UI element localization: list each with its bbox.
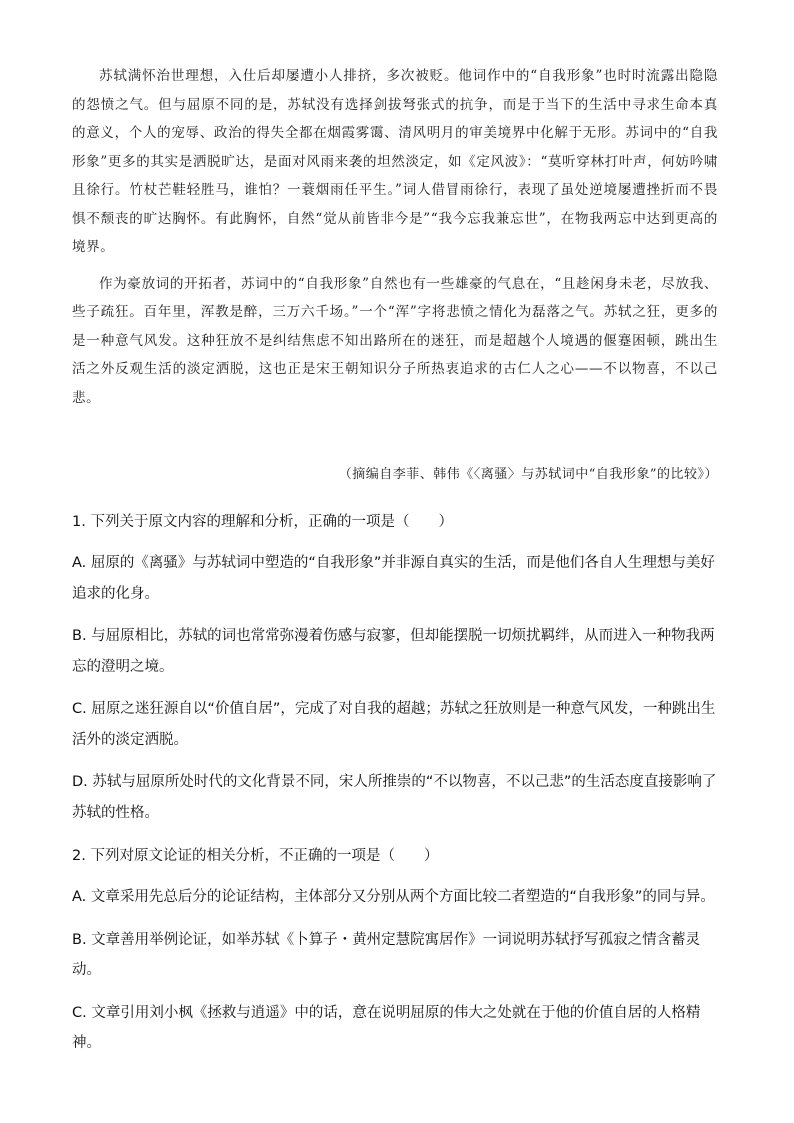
option-b: B. 与屈原相比，苏轼的词也常常弥漫着伤感与寂寥，但却能摆脱一切烦扰羁绊，从而进入一种物我两忘的澄明之境。 xyxy=(72,628,715,675)
passage-source: （摘编自李菲、韩伟《〈离骚〉与苏轼词中“自我形象”的比较》） xyxy=(338,467,718,482)
passage-paragraph-1: 苏轼满怀治世理想，入仕后却屡遭小人排挤，多次被贬。他词作中的“自我形象”也时时流露出隐隐的怨愤之气。但与屈原不同的是，苏轼没有选择剑拔弩张式的抗争，而是于当下的生活中寻求生命本真的意义，个人的宠辱、政治的得失全都在烟霞雾霭、清风明月的审美境界中化解于无形。苏词中的“自我形象”更多的其实是洒脱旷达，是面对风雨来袭的坦然淡定，如《定风波》：“莫听穿林打叶声，何妨吟啸且徐行。竹杖芒鞋轻胜马，谁怕？一蓑烟雨任平生。”词人借冒雨徐行，表现了虽处逆境屡遭挫折而不畏惧不颓丧的旷达胸怀。有此胸怀，自然“觉从前皆非今是”“我今忘我兼忘世”，在物我两忘中达到更高的境界。 xyxy=(72,68,718,255)
option-a: A. 屈原的《离骚》与苏轼词中塑造的“自我形象”并非源自真实的生活，而是他们各自人生理想与美好追求的化身。 xyxy=(72,555,715,602)
option-a: A. 文章采用先总后分的论证结构，主体部分又分别从两个方面比较二者塑造的“自我形象”的同与异。 xyxy=(72,889,715,905)
reading-passage xyxy=(72,62,718,412)
questions-section xyxy=(72,508,722,1059)
question-1 xyxy=(72,508,722,828)
question-stem: 2. 下列对原文论证的相关分析，不正确的一项是（ ） xyxy=(72,848,439,864)
passage-paragraph-2: 作为豪放词的开拓者，苏词中的“自我形象”自然也有一些雄豪的气息在，“且趁闲身未老，尽放我、些子疏狂。百年里，浑教是醉，三万六千场。”一个“浑”字将悲愤之情化为磊落之气。苏轼之狂，更多的是一种意气风发。这种狂放不是纠结焦虑不知出路所在的迷狂，而是超越个人境遇的偃蹇困顿，跳出生活之外反观生活的淡定洒脱，这也正是宋王朝知识分子所热衷追求的古仁人之心——不以物喜，不以己悲。 xyxy=(72,275,718,406)
option-c: C. 文章引用刘小枫《拯救与逍遥》中的话，意在说明屈原的伟大之处就在于他的价值自居的人格精神。 xyxy=(72,1004,701,1051)
option-b: B. 文章善用举例论证，如举苏轼《卜算子・黄州定慧院寓居作》一词说明苏轼抒写孤寂之情含蓄灵动。 xyxy=(72,931,701,978)
question-stem: 1. 下列关于原文内容的理解和分析，正确的一项是（ ） xyxy=(72,514,453,530)
question-2 xyxy=(72,842,722,1059)
option-d: D. 苏轼与屈原所处时代的文化背景不同，宋人所推崇的“不以物喜，不以己悲”的生活态度直接影响了苏轼的性格。 xyxy=(72,774,717,821)
option-c: C. 屈原之迷狂源自以“价值自居”，完成了对自我的超越；苏轼之狂放则是一种意气风发，一种跳出生活外的淡定洒脱。 xyxy=(72,701,716,748)
